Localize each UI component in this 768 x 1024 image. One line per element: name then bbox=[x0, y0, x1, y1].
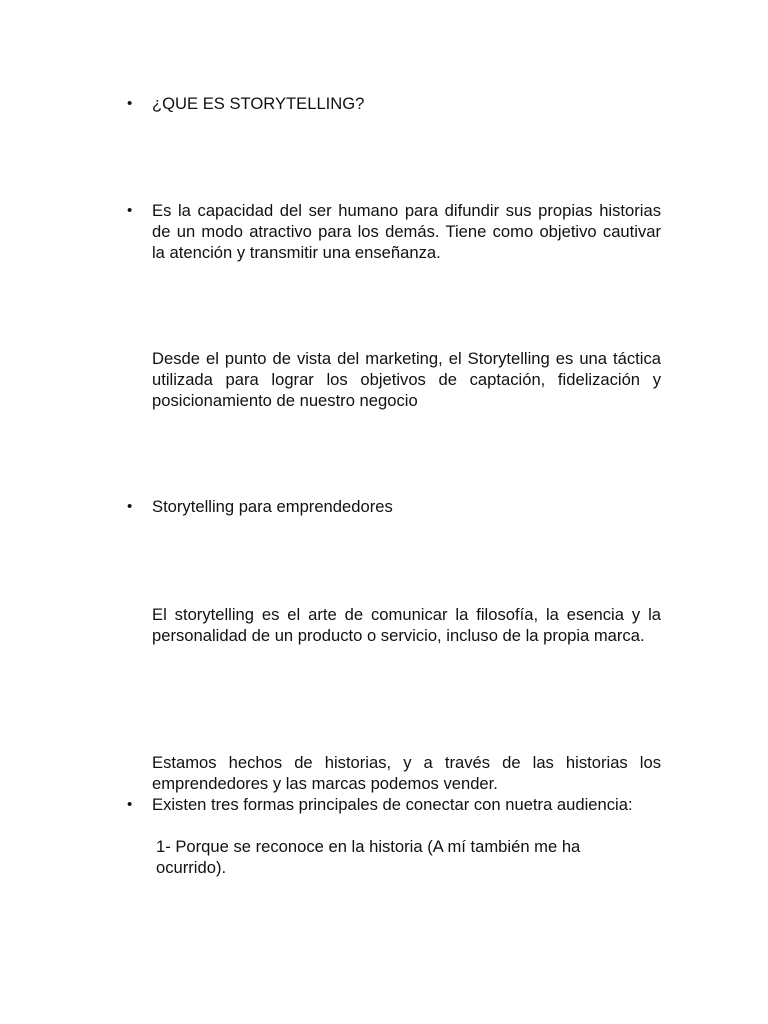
paragraph-hechos-historias: Estamos hechos de historias, y a través de las historias los emprendedores y las marcas podemos vender. bbox=[152, 753, 661, 793]
list-item-1 bbox=[156, 836, 676, 878]
paragraph-marketing: Desde el punto de vista del marketing, el Storytelling es una táctica utilizada para lograr los objetivos de captación, fidelización y posicionamiento de nuestro negocio bbox=[152, 349, 661, 410]
paragraph-arte-comunicar: El storytelling es el arte de comunicar la filosofía, la esencia y la personalidad de un producto o servicio, incluso de la propia marca. bbox=[152, 605, 661, 645]
bullet-icon: • bbox=[127, 796, 133, 813]
list-item-1-line-1: 1- Porque se reconoce en la historia (A mí también me ha bbox=[156, 837, 581, 856]
list-item-1-line-2: ocurrido). bbox=[156, 858, 227, 877]
bullet-icon: • bbox=[127, 202, 133, 219]
heading-emprendedores: Storytelling para emprendedores bbox=[152, 497, 393, 516]
paragraph-definition: Es la capacidad del ser humano para difundir sus propias historias de un modo atractivo para los demás. Tiene como objetivo cautivar la atención y transmitir una enseñanza. bbox=[152, 201, 661, 262]
paragraph-tres-formas: Existen tres formas principales de conectar con nuetra audiencia: bbox=[152, 795, 633, 814]
bullet-icon: • bbox=[127, 95, 133, 112]
heading-que-es-storytelling: ¿QUE ES STORYTELLING? bbox=[152, 94, 365, 113]
bullet-icon: • bbox=[127, 498, 133, 515]
